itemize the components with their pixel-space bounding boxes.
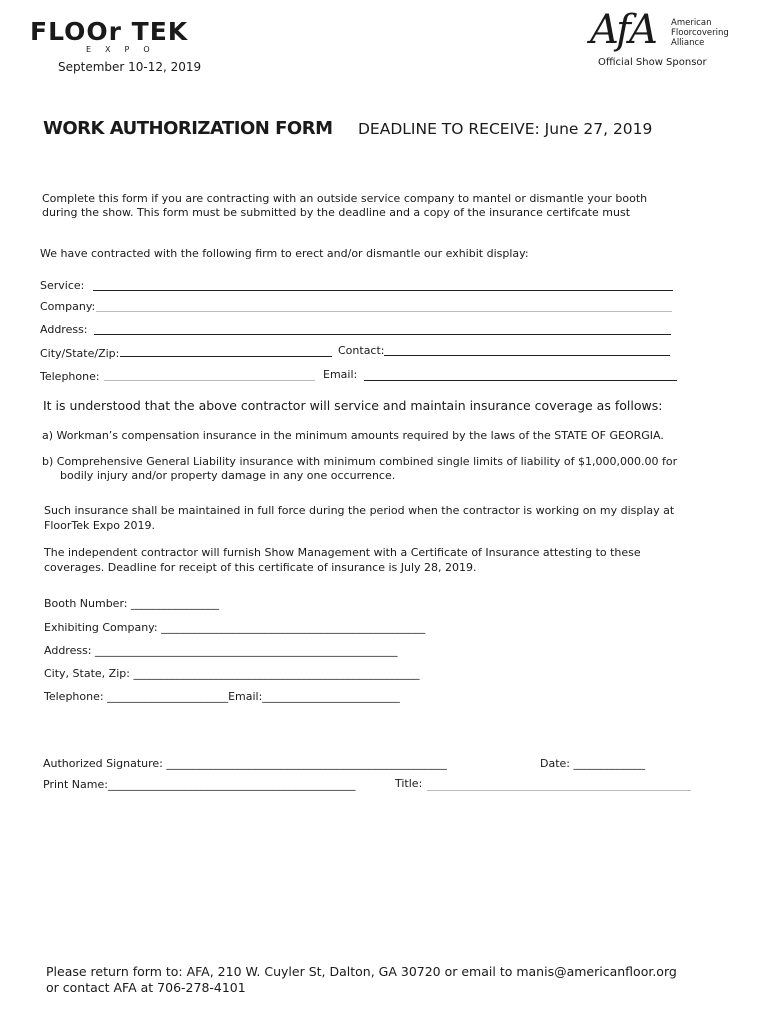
intro-paragraph: Complete this form if you are contracting with an outside service company to mantel or dismantle your booth during the show. This form must be submitted by the deadline and a copy of the insurance certifcate must (42, 192, 648, 219)
address-label: Address: (40, 323, 88, 336)
telephone-label: Telephone: (40, 370, 100, 383)
afa-line-2: Floorcovering (671, 28, 729, 38)
form-title: WORK AUTHORIZATION FORM (43, 118, 333, 139)
print-name-field[interactable]: Print Name:_____________________________________________ (43, 778, 356, 791)
show-dates: September 10-12, 2019 (58, 60, 202, 74)
return-line-1: Please return form to: AFA, 210 W. Cuyler St, Dalton, GA 30720 or email to manis@americanfloor.org (46, 964, 677, 979)
service-label: Service: (40, 279, 85, 292)
afa-line-1: American (671, 18, 712, 28)
service-field[interactable] (93, 290, 673, 291)
contracted-statement: We have contracted with the following firm to erect and/or dismantle our exhibit display: (40, 247, 529, 260)
clause-b-line1: b) Comprehensive General Liability insurance with minimum combined single limits of liability of $1,000,000.00 for (42, 455, 678, 468)
afa-logo-text (671, 18, 741, 48)
afa-logo-mark: AfA (590, 7, 656, 53)
exhibitor-address-field[interactable]: Address: _______________________________________________________ (44, 644, 398, 657)
exhibitor-city-field[interactable]: City, State, Zip: ____________________________________________________ (44, 667, 420, 680)
email-field[interactable] (364, 380, 677, 381)
title-field[interactable] (427, 790, 691, 791)
maintenance-paragraph: Such insurance shall be maintained in full force during the period when the contractor is working on my display at FloorTek Expo 2019. (44, 504, 675, 532)
clause-b-line2: bodily injury and/or property damage in any one occurrence. (60, 469, 396, 482)
insurance-heading: It is understood that the above contractor will service and maintain insurance coverage as follows: (43, 398, 663, 413)
clause-a: a) Workman’s compensation insurance in the minimum amounts required by the laws of the STATE OF GEORGIA. (42, 429, 664, 442)
contact-field[interactable] (384, 355, 670, 356)
return-line-2: or contact AFA at 706-278-4101 (46, 980, 246, 995)
address-field[interactable] (94, 334, 671, 335)
company-field[interactable] (96, 311, 672, 312)
certificate-paragraph: The independent contractor will furnish Show Management with a Certificate of Insurance attesting to these coverages. Deadline for receipt of this certificate of insurance is July 28, 2019. (44, 546, 641, 574)
sponsor-caption: Official Show Sponsor (598, 57, 707, 68)
city-field[interactable] (120, 356, 332, 357)
return-instructions (46, 964, 686, 996)
date-field[interactable]: Date: _____________ (540, 757, 645, 770)
telephone-field[interactable] (104, 380, 315, 381)
deadline: DEADLINE TO RECEIVE: June 27, 2019 (358, 120, 653, 138)
email-label: Email: (323, 368, 358, 381)
authorized-signature-field[interactable]: Authorized Signature: ___________________________________________________ (43, 757, 447, 770)
city-label: City/State/Zip: (40, 347, 120, 360)
title-label: Title: (395, 777, 423, 790)
exhibiting-company-field[interactable]: Exhibiting Company: ________________________________________________ (44, 621, 426, 634)
afa-line-3: Alliance (671, 38, 705, 48)
exhibitor-telephone-email-field[interactable]: Telephone: ______________________Email:_________________________ (44, 690, 400, 703)
contact-label: Contact: (338, 344, 385, 357)
expo-logo-subtitle: EXPO (86, 45, 164, 54)
company-label: Company: (40, 300, 96, 313)
floortek-logo: FLOOr TEK (30, 17, 189, 46)
booth-number-field[interactable]: Booth Number: ________________ (44, 597, 219, 610)
